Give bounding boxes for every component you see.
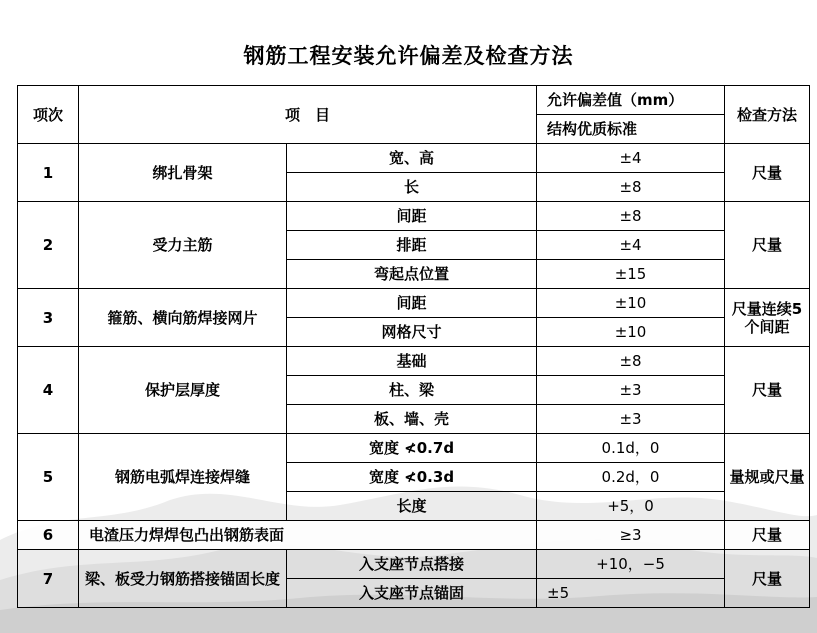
row-subitem: 宽度 ≮0.3d — [287, 463, 537, 492]
row-tolerance: ±5 — [537, 579, 725, 608]
table-row — [18, 434, 810, 463]
row-item-name: 梁、板受力钢筋搭接锚固长度 — [79, 550, 287, 608]
row-tolerance: ±8 — [537, 202, 725, 231]
row-tolerance: ±8 — [537, 173, 725, 202]
table-row — [18, 521, 810, 550]
row-tolerance: ±4 — [537, 144, 725, 173]
table-row — [18, 347, 810, 376]
row-item-name: 箍筋、横向筋焊接网片 — [79, 289, 287, 347]
row-no: 4 — [18, 347, 79, 434]
row-tolerance: ±8 — [537, 347, 725, 376]
row-tolerance: +5，0 — [537, 492, 725, 521]
row-tolerance: ±4 — [537, 231, 725, 260]
row-subitem: 长度 — [287, 492, 537, 521]
row-tolerance: ±3 — [537, 405, 725, 434]
table-row — [18, 202, 810, 231]
row-subitem: 板、墙、壳 — [287, 405, 537, 434]
row-item-name: 电渣压力焊焊包凸出钢筋表面 — [79, 521, 537, 550]
row-item-name: 受力主筋 — [79, 202, 287, 289]
row-tolerance: ±10 — [537, 289, 725, 318]
document-title: 钢筋工程安装允许偏差及检查方法 — [243, 44, 574, 68]
row-tolerance: ≥3 — [537, 521, 725, 550]
table-row — [18, 144, 810, 173]
row-item-name: 绑扎骨架 — [79, 144, 287, 202]
row-tolerance: ±3 — [537, 376, 725, 405]
table-row — [18, 289, 810, 318]
row-subitem: 间距 — [287, 289, 537, 318]
row-tolerance: 0.1d，0 — [537, 434, 725, 463]
row-method: 尺量 — [725, 347, 810, 434]
header-row — [18, 86, 810, 115]
row-no: 2 — [18, 202, 79, 289]
header-item: 项 目 — [79, 86, 537, 144]
header-tolerance: 允许偏差值（mm） — [537, 86, 725, 115]
row-method: 尺量 — [725, 521, 810, 550]
row-subitem: 间距 — [287, 202, 537, 231]
row-method: 尺量 — [725, 144, 810, 202]
header-standard: 结构优质标准 — [537, 115, 725, 144]
row-method: 尺量连续5个间距 — [725, 289, 810, 347]
row-tolerance: +10，−5 — [537, 550, 725, 579]
row-no: 7 — [18, 550, 79, 608]
row-method: 量规或尺量 — [725, 434, 810, 521]
row-no: 1 — [18, 144, 79, 202]
tolerance-table — [17, 85, 810, 608]
row-subitem: 柱、梁 — [287, 376, 537, 405]
row-no: 5 — [18, 434, 79, 521]
row-item-name: 保护层厚度 — [79, 347, 287, 434]
row-subitem: 宽度 ≮0.7d — [287, 434, 537, 463]
row-subitem: 网格尺寸 — [287, 318, 537, 347]
row-no: 6 — [18, 521, 79, 550]
row-subitem: 弯起点位置 — [287, 260, 537, 289]
row-subitem: 入支座节点锚固 — [287, 579, 537, 608]
row-subitem: 入支座节点搭接 — [287, 550, 537, 579]
row-subitem: 长 — [287, 173, 537, 202]
table-row — [18, 550, 810, 579]
row-method: 尺量 — [725, 202, 810, 289]
header-method: 检查方法 — [725, 86, 810, 144]
row-item-name: 钢筋电弧焊连接焊缝 — [79, 434, 287, 521]
row-tolerance: 0.2d，0 — [537, 463, 725, 492]
header-item-no: 项次 — [18, 86, 79, 144]
row-tolerance: ±10 — [537, 318, 725, 347]
row-subitem: 基础 — [287, 347, 537, 376]
row-subitem: 宽、高 — [287, 144, 537, 173]
row-no: 3 — [18, 289, 79, 347]
row-method: 尺量 — [725, 550, 810, 608]
row-subitem: 排距 — [287, 231, 537, 260]
row-tolerance: ±15 — [537, 260, 725, 289]
